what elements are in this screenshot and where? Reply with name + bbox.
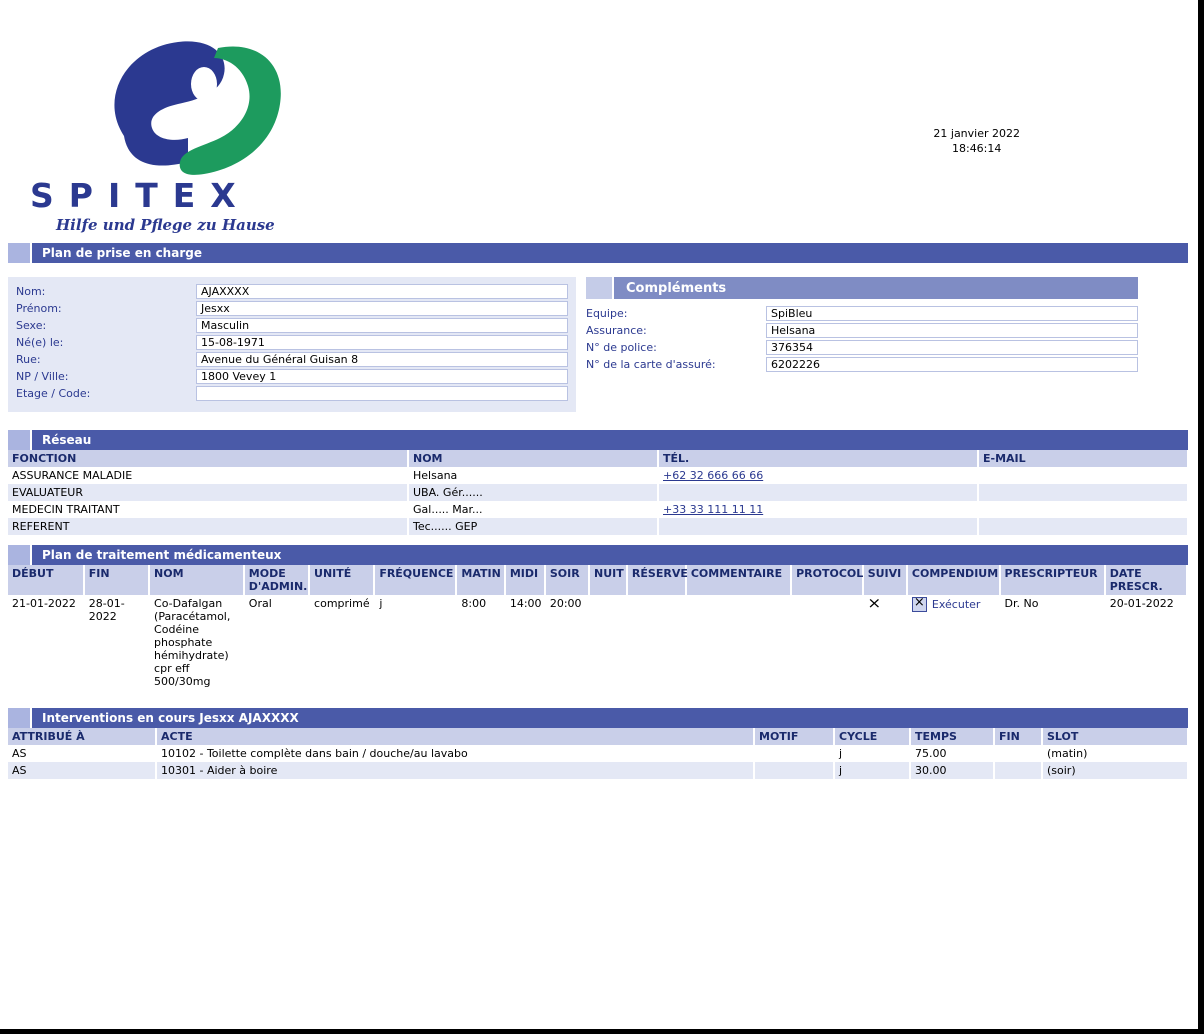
col-frequence: FRÉQUENCE xyxy=(374,565,456,595)
complements-fields xyxy=(586,299,1138,373)
section-complements xyxy=(586,277,1138,299)
section-plan-traitement xyxy=(8,545,1188,565)
field-label: NP / Ville: xyxy=(16,370,69,383)
field-value: SpiBleu xyxy=(766,306,1138,321)
cell-compendium xyxy=(907,595,1000,690)
spacer xyxy=(8,690,1188,708)
cell-date-prescr: 20-01-2022 xyxy=(1105,595,1187,690)
col-reserve: RÉSERVE xyxy=(627,565,686,595)
cell-email xyxy=(978,518,1188,535)
cell-fin xyxy=(994,762,1042,779)
field-value: Avenue du Général Guisan 8 xyxy=(196,352,568,367)
cell-fonction: MEDECIN TRAITANT xyxy=(8,501,408,518)
cell-matin: 8:00 xyxy=(456,595,504,690)
patient-field-prenom xyxy=(16,300,568,317)
cell-nom: Helsana xyxy=(408,467,658,484)
field-label: Assurance: xyxy=(586,324,647,337)
col-tel: TÉL. xyxy=(658,450,978,467)
cell-temps: 75.00 xyxy=(910,745,994,762)
reseau-table xyxy=(8,450,1189,535)
col-suivi: SUIVI xyxy=(863,565,907,595)
cell-nom: UBA. Gér...... xyxy=(408,484,658,501)
col-acte: ACTE xyxy=(156,728,754,745)
cell-attribue-a: AS xyxy=(8,762,156,779)
section-marker xyxy=(8,545,32,565)
cell-slot: (soir) xyxy=(1042,762,1188,779)
section-title: Plan de traitement médicamenteux xyxy=(32,545,1188,565)
document-header xyxy=(8,8,1188,243)
col-email: E-MAIL xyxy=(978,450,1188,467)
col-unite: UNITÉ xyxy=(309,565,374,595)
cell-acte: 10102 - Toilette complète dans bain / douche/au lavabo xyxy=(156,745,754,762)
cell-slot: (matin) xyxy=(1042,745,1188,762)
col-prescripteur: PRESCRIPTEUR xyxy=(1000,565,1105,595)
cell-nom: Tec...... GEP xyxy=(408,518,658,535)
logo-wordmark: SPITEX xyxy=(30,176,251,215)
section-marker xyxy=(8,708,32,728)
patient-field-rue xyxy=(16,351,568,368)
section-marker xyxy=(8,243,32,263)
col-midi: MIDI xyxy=(505,565,545,595)
section-interventions xyxy=(8,708,1188,728)
field-label: Rue: xyxy=(16,353,41,366)
complements-field-police xyxy=(586,339,1138,356)
patient-field-nom xyxy=(16,283,568,300)
cross-icon: × xyxy=(867,594,881,612)
cell-protocol xyxy=(791,595,863,690)
col-date-prescr: DATE PRESCR. xyxy=(1105,565,1187,595)
cell-acte: 10301 - Aider à boire xyxy=(156,762,754,779)
table-row xyxy=(8,501,1188,518)
col-commentaire: COMMENTAIRE xyxy=(686,565,791,595)
table-row xyxy=(8,762,1188,779)
cell-soir: 20:00 xyxy=(545,595,589,690)
cell-fonction: EVALUATEUR xyxy=(8,484,408,501)
section-title: Plan de prise en charge xyxy=(32,243,1188,263)
complements-field-carte-assure xyxy=(586,356,1138,373)
field-label: Sexe: xyxy=(16,319,47,332)
section-reseau xyxy=(8,430,1188,450)
col-fin: FIN xyxy=(994,728,1042,745)
patient-field-np-ville xyxy=(16,368,568,385)
interventions-table xyxy=(8,728,1189,779)
spacer xyxy=(8,535,1188,545)
cell-debut: 21-01-2022 xyxy=(8,595,84,690)
table-header-row xyxy=(8,565,1187,595)
cell-motif xyxy=(754,745,834,762)
cell-fonction: ASSURANCE MALADIE xyxy=(8,467,408,484)
col-fonction: FONCTION xyxy=(8,450,408,467)
table-row xyxy=(8,484,1188,501)
col-nom: NOM xyxy=(408,450,658,467)
field-label: N° de police: xyxy=(586,341,657,354)
col-fin: FIN xyxy=(84,565,149,595)
patient-complements-wrap xyxy=(8,277,1188,412)
cell-tel xyxy=(658,501,978,518)
col-matin: MATIN xyxy=(456,565,504,595)
print-time: 18:46:14 xyxy=(951,142,1002,155)
field-label: Nom: xyxy=(16,285,46,298)
cell-email xyxy=(978,484,1188,501)
cell-fin: 28-01-2022 xyxy=(84,595,149,690)
section-plan-de-prise-en-charge xyxy=(8,243,1188,263)
col-protocol: PROTOCOL xyxy=(791,565,863,595)
logo-tagline: Hilfe und Pflege zu Hause xyxy=(56,216,275,234)
cell-fin xyxy=(994,745,1042,762)
cell-prescripteur: Dr. No xyxy=(1000,595,1105,690)
cell-email xyxy=(978,501,1188,518)
cell-tel xyxy=(658,518,978,535)
compendium-execute[interactable] xyxy=(912,597,995,612)
col-mode-admin: MODE D'ADMIN. xyxy=(244,565,309,595)
cell-attribue-a: AS xyxy=(8,745,156,762)
complements-field-equipe xyxy=(586,305,1138,322)
field-value: 1800 Vevey 1 xyxy=(196,369,568,384)
execute-icon xyxy=(912,597,927,612)
section-title: Réseau xyxy=(32,430,1188,450)
spacer xyxy=(8,412,1188,430)
patient-field-naissance xyxy=(16,334,568,351)
field-value: 6202226 xyxy=(766,357,1138,372)
cell-tel xyxy=(658,484,978,501)
patient-info-panel xyxy=(8,277,576,412)
field-value: Helsana xyxy=(766,323,1138,338)
col-soir: SOIR xyxy=(545,565,589,595)
field-label: Etage / Code: xyxy=(16,387,91,400)
col-nuit: NUIT xyxy=(589,565,627,595)
field-value xyxy=(196,386,568,401)
field-value: Jesxx xyxy=(196,301,568,316)
cell-motif xyxy=(754,762,834,779)
table-row xyxy=(8,518,1188,535)
field-value: 376354 xyxy=(766,340,1138,355)
cell-fonction: REFERENT xyxy=(8,518,408,535)
phone-link[interactable]: +62 32 666 66 66 xyxy=(663,469,764,482)
complements-field-assurance xyxy=(586,322,1138,339)
field-label: N° de la carte d'assuré: xyxy=(586,358,716,371)
cell-commentaire xyxy=(686,595,791,690)
field-label: Prénom: xyxy=(16,302,62,315)
table-row xyxy=(8,595,1187,690)
traitement-table xyxy=(8,565,1188,690)
cell-frequence: j xyxy=(374,595,456,690)
table-header-row xyxy=(8,728,1188,745)
field-value: 15-08-1971 xyxy=(196,335,568,350)
cell-email xyxy=(978,467,1188,484)
field-label: Né(e) le: xyxy=(16,336,64,349)
cell-temps: 30.00 xyxy=(910,762,994,779)
col-nom: NOM xyxy=(149,565,244,595)
print-timestamp xyxy=(933,126,1020,156)
col-debut: DÉBUT xyxy=(8,565,84,595)
section-title: Interventions en cours Jesxx AJAXXXX xyxy=(32,708,1188,728)
field-value: AJAXXXX xyxy=(196,284,568,299)
complements-panel xyxy=(586,277,1138,412)
col-slot: SLOT xyxy=(1042,728,1188,745)
cell-reserve xyxy=(627,595,686,690)
patient-field-etage-code xyxy=(16,385,568,402)
cell-nom: Co-Dafalgan (Paracétamol, Codéine phosphate hémihydrate) cpr eff 500/30mg xyxy=(149,595,244,690)
section-title: Compléments xyxy=(614,277,1138,299)
section-marker xyxy=(586,277,614,299)
section-marker xyxy=(8,430,32,450)
table-row xyxy=(8,745,1188,762)
cell-suivi xyxy=(863,595,907,690)
print-date: 21 janvier 2022 xyxy=(933,127,1020,140)
col-motif: MOTIF xyxy=(754,728,834,745)
col-cycle: CYCLE xyxy=(834,728,910,745)
phone-link[interactable]: +33 33 111 11 11 xyxy=(663,503,764,516)
cell-mode-admin: Oral xyxy=(244,595,309,690)
page-inner xyxy=(8,8,1188,1018)
cell-midi: 14:00 xyxy=(505,595,545,690)
col-compendium: COMPENDIUM xyxy=(907,565,1000,595)
patient-field-sexe xyxy=(16,317,568,334)
table-header-row xyxy=(8,450,1188,467)
cell-cycle: j xyxy=(834,745,910,762)
field-label: Equipe: xyxy=(586,307,628,320)
cell-cycle: j xyxy=(834,762,910,779)
cell-nom: Gal..... Mar... xyxy=(408,501,658,518)
execute-label[interactable]: Exécuter xyxy=(931,598,981,611)
cell-unite: comprimé xyxy=(309,595,374,690)
col-temps: TEMPS xyxy=(910,728,994,745)
col-attribue-a: ATTRIBUÉ À xyxy=(8,728,156,745)
table-row xyxy=(8,467,1188,484)
field-value: Masculin xyxy=(196,318,568,333)
cell-tel xyxy=(658,467,978,484)
cell-nuit xyxy=(589,595,627,690)
